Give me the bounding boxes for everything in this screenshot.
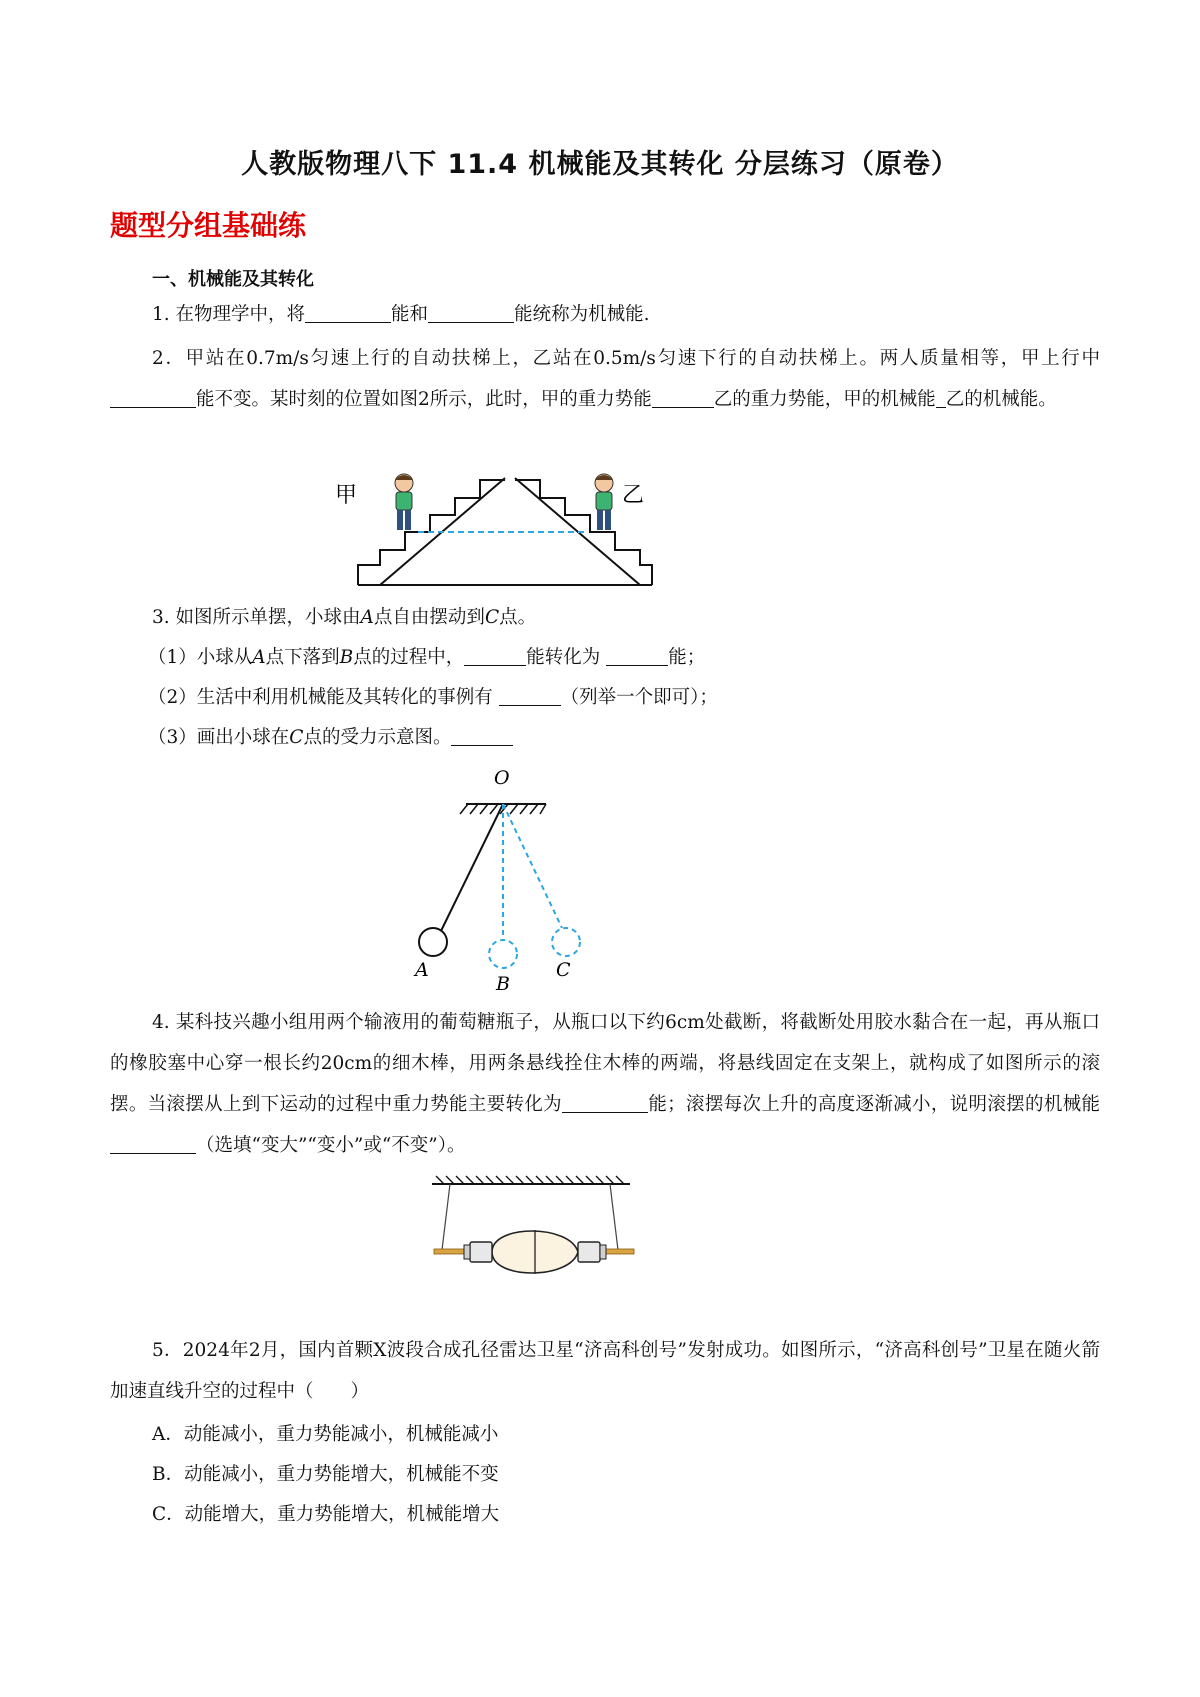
q4-text-a: 4. 某科技兴趣小组用两个输液用的葡萄糖瓶子，从瓶口以下约6cm处截断，将截断处用胶水黏合在一起，再从瓶口的橡胶塞中心穿一根长约20cm的细木棒，用两条悬线拴住木棒的两端，将悬线固定在支架上，就构成了如图所示的滚摆。当滚摆从上到下运动的过程中重力势能主要转化为	[110, 1012, 1100, 1115]
question-3-part-2	[148, 683, 718, 709]
question-5: 5．2024年2月，国内首颗X波段合成孔径雷达卫星“济高科创号”发射成功。如图所示，“济高科创号”卫星在随火箭加速直线升空的过程中（ ）	[110, 1340, 1100, 1402]
q1-blank-1[interactable]	[305, 303, 391, 323]
q3-p2-a: （2）生活中利用机械能及其转化的事例有	[148, 687, 499, 708]
q4-blank-1[interactable]	[562, 1093, 648, 1113]
label-jia: 甲	[335, 483, 358, 508]
q1-blank-2[interactable]	[428, 303, 514, 323]
person-jia-icon	[395, 474, 413, 530]
question-3-stem	[152, 603, 536, 629]
q2-text-a: 2．甲站在0.7m/s匀速上行的自动扶梯上，乙站在0.5m/s匀速下行的自动扶梯上。两人质量相等，甲上行中	[152, 348, 1100, 369]
person-yi-icon	[595, 474, 613, 530]
escalator-figure	[335, 470, 670, 590]
question-2	[110, 338, 1100, 420]
q2-blank-2[interactable]	[652, 388, 714, 408]
q4-blank-2[interactable]	[110, 1134, 196, 1154]
maxwell-pendulum-figure	[430, 1172, 640, 1272]
q5-option-c[interactable]: C．动能增大，重力势能增大，机械能增大	[152, 1504, 500, 1525]
q1-text-c: 能统称为机械能.	[514, 304, 650, 325]
ball-a	[419, 928, 447, 956]
q5-option-b[interactable]: B．动能减小，重力势能增大，机械能不变	[152, 1464, 499, 1485]
label-b: B	[496, 973, 510, 995]
q3-p1-point-b: B	[339, 647, 354, 668]
ball-c	[552, 928, 580, 956]
q5-option-a[interactable]: A．动能减小，重力势能减小，机械能减小	[152, 1424, 499, 1445]
q3-p1-point-a: A	[252, 647, 266, 668]
q3-p1-a: （1）小球从	[148, 647, 253, 668]
q1-text-a: 1. 在物理学中，将	[152, 304, 306, 325]
ball-b	[489, 940, 517, 968]
q3-p2-b: （列举一个即可）；	[560, 687, 718, 708]
q3-point-c: C	[484, 607, 500, 628]
q2-blank-3[interactable]	[936, 388, 946, 408]
pendulum-figure	[400, 762, 580, 995]
q2-text-d: 乙的机械能。	[945, 389, 1057, 410]
q3-p3-a: （3）画出小球在	[148, 727, 290, 748]
q3-p3-point-c: C	[289, 727, 304, 748]
subsection-heading: 一、机械能及其转化	[152, 269, 314, 290]
section-heading: 题型分组基础练	[110, 209, 307, 242]
q3-p1-d: 能转化为	[526, 647, 607, 668]
q3-p3-blank[interactable]	[451, 726, 513, 746]
question-1	[152, 300, 649, 326]
q2-text-c: 乙的重力势能，甲的机械能	[713, 389, 936, 410]
label-o: O	[494, 767, 510, 789]
question-4	[110, 1002, 1100, 1166]
q3-p1-blank-2[interactable]	[606, 646, 668, 666]
page-title: 人教版物理八下 11.4 机械能及其转化 分层练习（原卷）	[241, 149, 959, 180]
q3-stem-a: 3. 如图所示单摆，小球由	[152, 607, 361, 628]
label-c: C	[556, 959, 571, 981]
q3-p1-b: 点下落到	[265, 647, 340, 668]
q3-point-a: A	[360, 607, 374, 628]
label-a: A	[415, 959, 429, 981]
q3-stem-c: 点。	[499, 607, 537, 628]
q4-text-b: 能；滚摆每次上升的高度逐渐减小，说明滚摆的机械能	[648, 1094, 1100, 1115]
q2-text-b: 能不变。某时刻的位置如图2所示，此时，甲的重力势能	[196, 389, 652, 410]
q3-p2-blank[interactable]	[499, 686, 561, 706]
question-3-part-1	[148, 643, 705, 669]
q3-p3-b: 点的受力示意图。	[303, 727, 452, 748]
q2-blank-1[interactable]	[110, 388, 196, 408]
label-yi: 乙	[622, 483, 645, 508]
q1-text-b: 能和	[391, 304, 429, 325]
q4-text-c: （选填“变大”“变小”或“不变”）。	[196, 1135, 466, 1156]
q3-stem-b: 点自由摆动到	[373, 607, 485, 628]
q3-p1-c: 点的过程中，	[353, 647, 465, 668]
q3-p1-e: 能；	[668, 647, 706, 668]
q3-p1-blank-1[interactable]	[464, 646, 526, 666]
question-3-part-3	[148, 723, 513, 749]
